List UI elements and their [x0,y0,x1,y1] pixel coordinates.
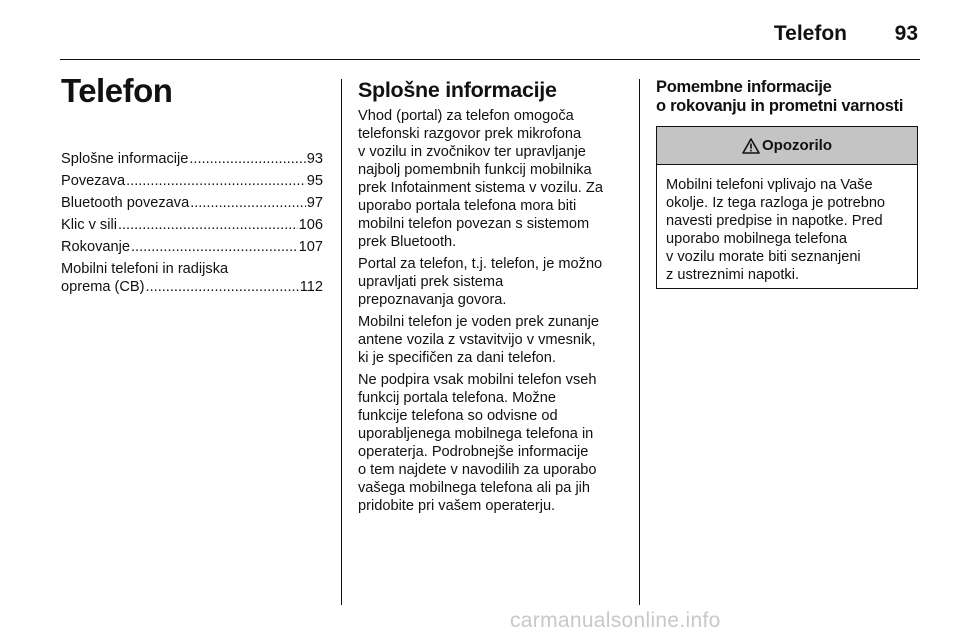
text-line: mobilni telefon povezan s sistemom [358,216,590,232]
toc-entry-page: 106 [298,217,323,233]
text-line: uporabljenega mobilnega telefona in [358,426,594,442]
toc-entry-page: 95 [306,173,323,189]
toc-entry[interactable] [61,260,323,296]
warning-header [657,127,917,165]
text-line: antene vozila z vstavitvijo v vmesnik, [358,332,596,348]
text-line: Mobilni telefoni vplivajo na Vaše [666,177,873,193]
section-heading [656,78,920,115]
text-line: prek Infotainment sistema v vozilu. Za [358,180,603,196]
paragraph [358,255,624,309]
text-line: funkcij portala telefona. Možne [358,390,556,406]
general-info-section [358,78,624,519]
column-divider [341,79,342,605]
text-line: Vhod (portal) za telefon omogoča [358,108,574,124]
warning-triangle-icon [742,138,760,154]
toc-entry[interactable] [61,150,323,168]
text-line: Mobilni telefon je voden prek zunanje [358,314,599,330]
text-line: uporabo portala telefona mora biti [358,198,577,214]
toc-entry-label: Povezava [61,173,126,189]
toc-entry-label: Klic v sili [61,217,117,233]
toc-entry[interactable] [61,216,323,234]
toc-leader-dots [190,194,306,212]
chapter-title: Telefon [61,72,173,109]
toc-leader-dots [146,278,299,296]
paragraph [358,371,624,515]
heading-line: o rokovanju in prometni varnosti [656,96,904,115]
toc-entry-page: 93 [306,151,323,167]
toc-entry-page: 112 [299,279,323,295]
text-line: pridobite pri vašem operaterju. [358,498,556,514]
text-line: o tem najdete v navodilih za uporabo [358,462,597,478]
text-line: uporabo mobilnega telefona [666,231,847,247]
text-line: prepoznavanja govora. [358,292,507,308]
section-heading: Splošne informacije [358,78,557,102]
text-line: telefonski razgovor prek mikrofona [358,126,582,142]
toc-entry-page: 107 [298,239,323,255]
text-line: v vozilu in zvočnikov ter upravljanje [358,144,586,160]
text-line: Ne podpira vsak mobilni telefon vseh [358,372,597,388]
text-line: ki je specifičen za dani telefon. [358,350,556,366]
paragraph [358,107,624,251]
page-number: 93 [894,22,918,45]
toc-entry[interactable] [61,194,323,212]
warning-box [656,126,918,289]
text-line: funkcije telefona so odvisne od [358,408,558,424]
toc-entry-page: 97 [306,195,323,211]
text-line: najbolj pomembnih funkcij mobilnika [358,162,592,178]
toc-entry-label-line1: Mobilni telefoni in radijska [61,261,229,277]
toc-leader-dots [131,238,298,256]
text-line: operaterja. Podrobnejše informacije [358,444,589,460]
toc-entry-label: Rokovanje [61,239,130,255]
table-of-contents [61,150,323,300]
text-line: v vozilu morate biti seznanjeni [666,249,861,265]
header-divider [60,59,920,60]
text-line: vašega mobilnega telefona ali pa jih [358,480,591,496]
important-info-section [656,78,920,115]
column-divider [639,79,640,605]
text-line: z ustreznimi napotki. [666,267,800,283]
toc-entry-label: Bluetooth povezava [61,195,190,211]
toc-leader-dots [189,150,305,168]
watermark: carmanualsonline.info [510,609,721,632]
warning-title: Opozorilo [762,137,832,154]
toc-entry-label: oprema (CB) [61,279,145,295]
toc-leader-dots [126,172,306,190]
running-header-title: Telefon [773,22,847,45]
toc-entry[interactable] [61,238,323,256]
toc-entry-label: Splošne informacije [61,151,189,167]
text-line: upravljati prek sistema [358,274,504,290]
heading-line: Pomembne informacije [656,78,832,96]
text-line: prek Bluetooth. [358,234,457,250]
text-line: navesti predpise in napotke. Pred [666,213,883,229]
toc-leader-dots [118,216,298,234]
toc-entry[interactable] [61,172,323,190]
paragraph [358,313,624,367]
text-line: Portal za telefon, t.j. telefon, je možno [358,256,603,272]
text-line: okolje. Iz tega razloga je potrebno [666,195,886,211]
warning-body [657,165,917,284]
